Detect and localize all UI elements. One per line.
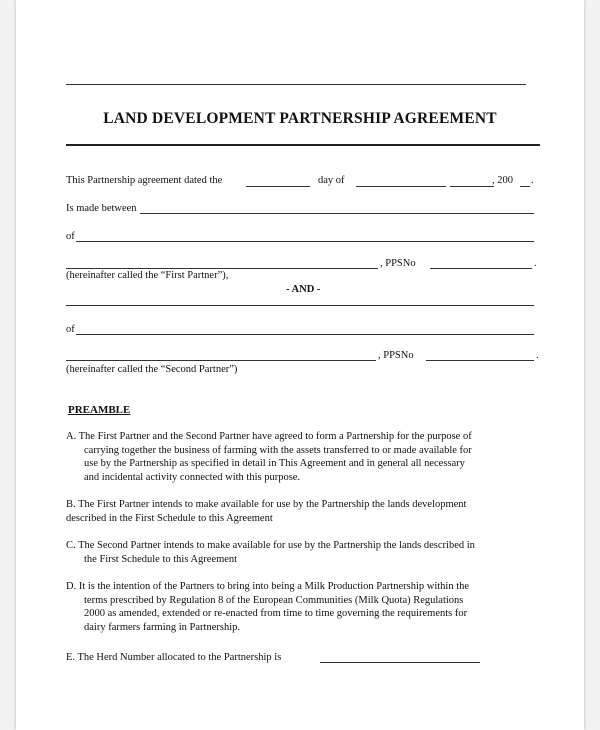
date-extra-blank[interactable] (450, 186, 494, 187)
preamble-clause-c (66, 539, 475, 566)
date-day-blank[interactable] (246, 186, 310, 187)
preamble-clause-b (66, 498, 466, 525)
second-partner-name-blank[interactable] (66, 305, 534, 306)
year-label: , 200 (492, 175, 513, 186)
clause-b-line: described in the First Schedule to this Agreement (66, 512, 273, 524)
second-partner-caption: (hereinafter called the “Second Partner”) (66, 364, 238, 375)
made-between-label: Is made between (66, 203, 137, 214)
first-pps-period: . (534, 258, 537, 269)
clause-d-line: 2000 as amended, extended or re-enacted from time to time governing the requirements for (84, 608, 468, 619)
second-pps-blank[interactable] (426, 360, 534, 361)
second-partner-address-blank[interactable] (76, 334, 534, 335)
top-rule (66, 84, 526, 85)
clause-a-line: A. The First Partner and the Second Partner have agreed to form a Partnership for the purpose of (66, 431, 472, 442)
first-pps-label: , PPSNo (380, 258, 416, 269)
first-pps-blank[interactable] (430, 268, 532, 269)
and-separator: - AND - (286, 284, 321, 295)
preamble-clause-d (66, 580, 469, 634)
document-title: LAND DEVELOPMENT PARTNERSHIP AGREEMENT (103, 110, 497, 127)
first-partner-address-blank[interactable] (76, 241, 534, 242)
second-partner-address-blank-2[interactable] (66, 360, 376, 361)
day-of-label: day of (318, 175, 345, 186)
clause-a-line: use by the Partnership as specified in detail in This Agreement and in general all necessary (84, 458, 465, 469)
preamble-heading: PREAMBLE (68, 404, 131, 416)
first-partner-caption: (hereinafter called the “First Partner”), (66, 270, 229, 281)
preamble-clause-e: E. The Herd Number allocated to the Partnership is (66, 652, 282, 663)
clause-d-line: D. It is the intention of the Partners to bring into being a Milk Production Partnership within the (66, 581, 470, 592)
date-month-blank[interactable] (356, 186, 446, 187)
first-of-label: of (66, 231, 75, 242)
clause-d-line: terms prescribed by Regulation 8 of the European Communities (Milk Quota) Regulations (84, 594, 464, 606)
title-underline (66, 144, 540, 146)
clause-b-line: B. The First Partner intends to make available for use by the Partnership the lands development (66, 499, 467, 510)
clause-a-line: and incidental activity connected with this purpose. (84, 471, 301, 483)
clause-d-line: dairy farmers farming in Partnership. (84, 621, 240, 633)
dated-intro: This Partnership agreement dated the (66, 175, 223, 186)
preamble-clause-a (66, 430, 472, 484)
clause-a-line: carrying together the business of farming with the assets transferred to or made available for (84, 444, 472, 456)
clause-c-line: C. The Second Partner intends to make available for use by the Partnership the lands described in (66, 540, 475, 551)
first-partner-name-blank[interactable] (140, 213, 534, 214)
herd-number-blank[interactable] (320, 662, 480, 663)
year-blank[interactable] (520, 186, 530, 187)
clause-c-line: the First Schedule to this Agreement (84, 553, 238, 565)
document-page (16, 0, 584, 730)
second-pps-label: , PPSNo (378, 350, 414, 361)
date-period: . (531, 175, 534, 186)
second-pps-period: . (536, 350, 539, 361)
second-of-label: of (66, 324, 75, 335)
